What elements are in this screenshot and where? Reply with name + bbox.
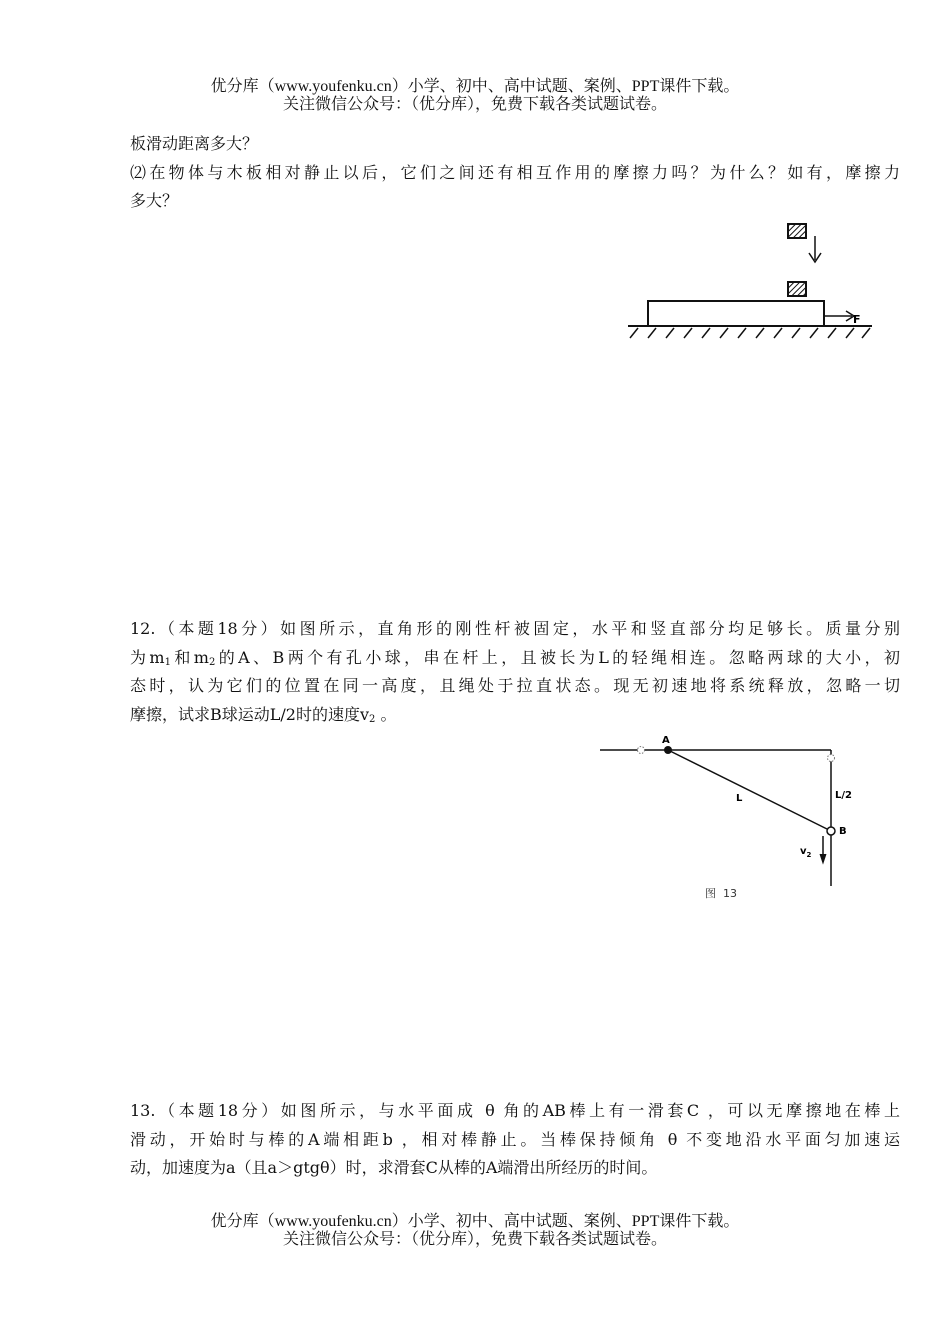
resting-block [788, 282, 806, 296]
ground-hatching [630, 328, 870, 338]
footer [0, 1213, 950, 1249]
label-a: A [662, 735, 670, 746]
q12-line-1: 12.（本题18分）如图所示，直角形的刚性杆被固定，水平和竖直部分均足够长。质量分别 [130, 619, 900, 638]
q13-line-3: 动，加速度为a（且a＞gtgθ）时，求滑套C从棒的A端滑出所经历的时间。 [130, 1158, 658, 1177]
initial-ball-marker-left [638, 747, 645, 754]
question-12 [130, 615, 900, 729]
ball-b [827, 827, 835, 835]
ball-a [664, 746, 672, 754]
q12-line-2: 为$m_1$和$m_2$的A、B两个有孔小球，串在杆上，且被长为L的轻绳相连。忽略两球的大小，初 [130, 647, 900, 668]
footer-line-2: 关注微信公众号：（优分库），免费下载各类试题试卷。 [282, 1231, 667, 1248]
question-11-continuation [130, 130, 900, 216]
q12-line-3: 态时，认为它们的位置在同一高度，且绳处于拉直状态。现无初速地将系统释放，忽略一切 [130, 676, 900, 695]
header [0, 78, 950, 114]
velocity-arrow-icon [820, 836, 826, 863]
initial-ball-marker-corner [828, 755, 835, 762]
falling-block [788, 224, 806, 238]
wooden-board [648, 301, 824, 326]
q12-line-4: 摩擦，试求B球运动L/2时的速度$v_2$ 。 [130, 704, 397, 725]
question-13 [130, 1097, 900, 1183]
footer-line-1: 优分库（www.youfenku.cn）小学、初中、高中试题、案例、PPT课件下载。 [210, 1213, 740, 1230]
label-l: L [736, 793, 743, 804]
q13-line-2: 滑动，开始时与棒的A端相距b ，相对棒静止。当棒保持倾角 θ 不变地沿水平面匀加速运 [130, 1129, 900, 1149]
down-arrow-icon [809, 236, 821, 262]
header-line-1: 优分库（www.youfenku.cn）小学、初中、高中试题、案例、PPT课件下载。 [210, 78, 740, 95]
label-b: B [839, 826, 847, 837]
force-label: F [853, 313, 861, 326]
q11-line-3: 多大？ [130, 191, 179, 210]
q13-line-1: 13.（本题18分）如图所示，与水平面成 θ 角的AB棒上有一滑套C ，可以无摩擦地在棒上 [130, 1101, 900, 1120]
figure-block-on-board [620, 218, 880, 348]
label-v2: $v_2$ [800, 846, 812, 859]
q11-line-2: ⑵在物体与木板相对静止以后，它们之间还有相互作用的摩擦力吗？为什么？如有，摩擦力 [130, 162, 900, 182]
force-arrow-icon [824, 311, 854, 321]
label-half-l: L/2 [835, 790, 852, 801]
figure-13-rod-balls [595, 730, 865, 910]
rope-l [668, 750, 829, 830]
q11-line-1: 板滑动距离多大？ [130, 134, 259, 153]
figure-caption: 图 13 [705, 887, 737, 900]
header-line-2: 关注微信公众号：（优分库），免费下载各类试题试卷。 [282, 96, 667, 113]
